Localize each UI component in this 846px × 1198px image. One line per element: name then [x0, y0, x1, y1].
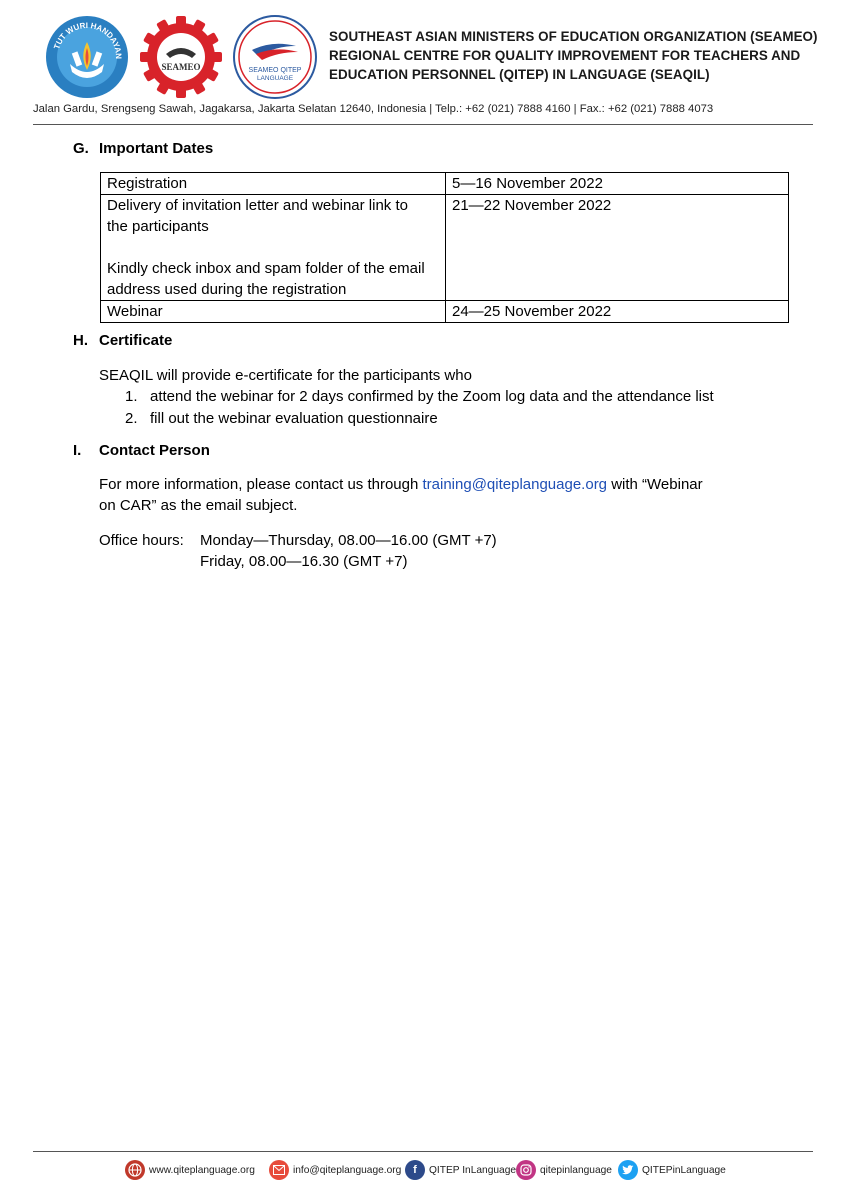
- event-text: Delivery of invitation letter and webinar link to: [107, 197, 408, 214]
- section-g-heading: [73, 140, 213, 157]
- event-cell: [101, 173, 446, 195]
- office-hours-label: Office hours:: [99, 532, 184, 549]
- certificate-intro: SEAQIL will provide e-certificate for the participants who: [99, 367, 472, 384]
- seameo-logo: [138, 14, 224, 100]
- contact-email-link[interactable]: training@qiteplanguage.org: [422, 476, 608, 493]
- org-name-line-2: REGIONAL CENTRE FOR QUALITY IMPROVEMENT FOR TEACHERS AND: [329, 48, 801, 63]
- table-row: [101, 173, 789, 195]
- footer-website-text: www.qiteplanguage.org: [149, 1164, 255, 1176]
- section-letter: G.: [73, 140, 89, 157]
- contact-suffix: with “Webinar: [607, 476, 703, 493]
- event-cell: [101, 195, 446, 301]
- date-cell: 24—25 November 2022: [446, 301, 789, 323]
- event-cell: [101, 301, 446, 323]
- footer-website[interactable]: [125, 1160, 255, 1180]
- contact-prefix: For more information, please contact us through: [99, 476, 423, 493]
- instagram-icon: [516, 1160, 536, 1180]
- event-spacer: [107, 237, 439, 258]
- list-text: attend the webinar for 2 days confirmed by the Zoom log data and the attendance list: [150, 388, 714, 405]
- event-note: Kindly check inbox and spam folder of the email: [107, 260, 425, 277]
- seameo-logo-text: SEAMEO: [161, 62, 201, 72]
- org-name-line-1: SOUTHEAST ASIAN MINISTERS OF EDUCATION ORGANIZATION (SEAMEO): [329, 29, 818, 44]
- org-address: Jalan Gardu, Srengseng Sawah, Jagakarsa, Jakarta Selatan 12640, Indonesia | Telp.: +62 (021) 7888 4160 | Fax.: +62 (021) 7888 4073: [33, 103, 714, 115]
- footer-twitter[interactable]: [618, 1160, 726, 1180]
- footer-email[interactable]: [269, 1160, 401, 1180]
- list-item: [125, 408, 438, 429]
- date-cell: 5—16 November 2022: [446, 173, 789, 195]
- date-cell: 21—22 November 2022: [446, 195, 789, 301]
- event-text: Webinar: [107, 303, 163, 320]
- footer-facebook[interactable]: [405, 1160, 516, 1180]
- section-title: Important Dates: [99, 140, 214, 157]
- contact-line-1: [99, 474, 703, 495]
- globe-icon: [125, 1160, 145, 1180]
- footer-facebook-text: QITEP InLanguage: [429, 1164, 517, 1176]
- office-hours-weekdays: Monday—Thursday, 08.00—16.00 (GMT +7): [200, 532, 497, 549]
- footer-divider: [33, 1151, 813, 1152]
- tut-wuri-handayani-logo: [44, 14, 130, 100]
- list-text: fill out the webinar evaluation questionnaire: [150, 410, 438, 427]
- event-text: the participants: [107, 218, 209, 235]
- qitep-logo-text-1: SEAMEO QITEP: [248, 67, 302, 74]
- section-title: Certificate: [99, 332, 173, 349]
- table-row: [101, 301, 789, 323]
- footer-instagram-text: qitepinlanguage: [540, 1164, 612, 1176]
- mail-icon: [269, 1160, 289, 1180]
- section-letter: I.: [73, 442, 82, 459]
- important-dates-table: [100, 172, 789, 323]
- footer-instagram[interactable]: [516, 1160, 612, 1180]
- office-hours-friday: Friday, 08.00—16.30 (GMT +7): [200, 553, 408, 570]
- footer-email-text: info@qiteplanguage.org: [293, 1164, 402, 1176]
- list-item: [125, 386, 714, 407]
- twitter-icon: [618, 1160, 638, 1180]
- qitep-language-logo: [232, 14, 318, 100]
- header-divider: [33, 124, 813, 125]
- list-number: 2.: [125, 410, 138, 427]
- table-row: [101, 195, 789, 301]
- contact-line-2: on CAR” as the email subject.: [99, 497, 298, 514]
- event-text: Registration: [107, 175, 188, 192]
- list-number: 1.: [125, 388, 138, 405]
- section-i-heading: [73, 442, 210, 459]
- section-letter: H.: [73, 332, 88, 349]
- section-title: Contact Person: [99, 442, 210, 459]
- footer-twitter-text: QITEPinLanguage: [642, 1164, 726, 1176]
- org-name-line-3: EDUCATION PERSONNEL (QITEP) IN LANGUAGE (SEAQIL): [329, 67, 710, 82]
- event-note: address used during the registration: [107, 281, 347, 298]
- section-h-heading: [73, 332, 172, 349]
- tut-wuri-logo-text: TUT WURI HANDAYAN: [52, 20, 124, 60]
- facebook-icon: f: [405, 1160, 425, 1180]
- qitep-logo-text-2: LANGUAGE: [256, 75, 294, 82]
